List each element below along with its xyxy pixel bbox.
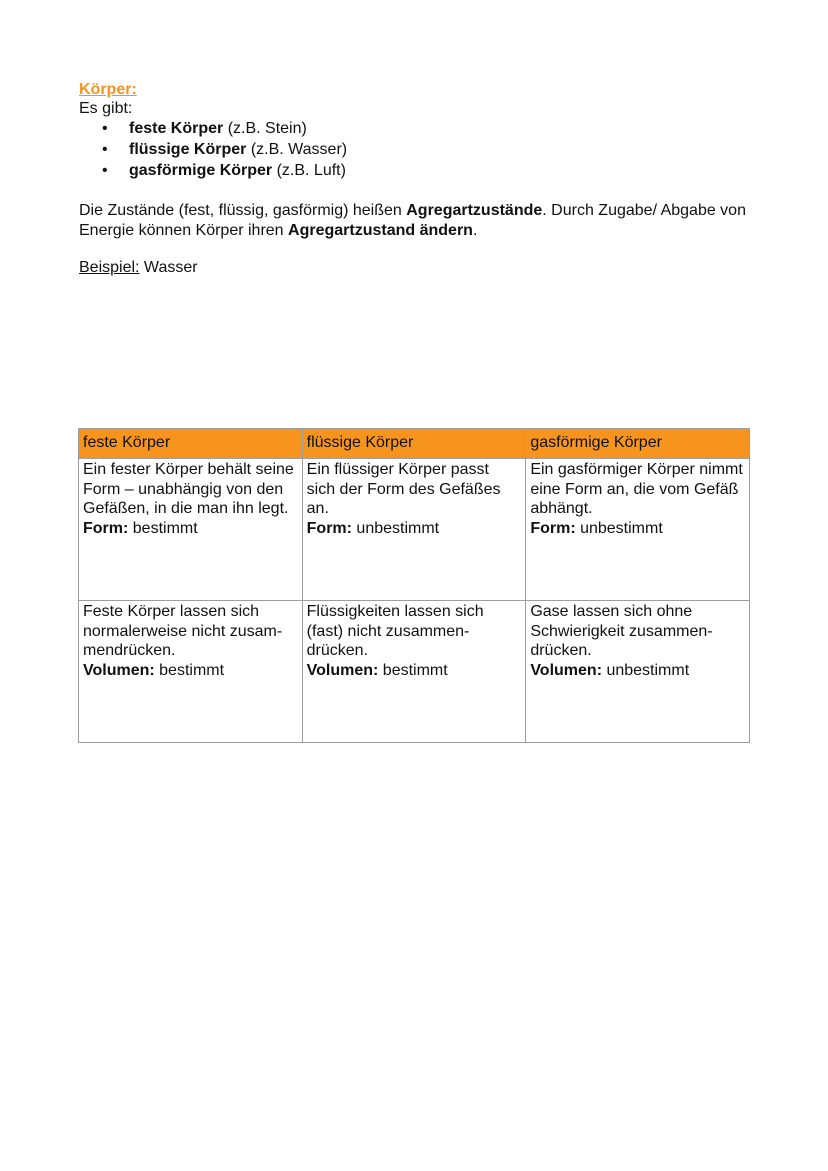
cell-text: Ein gasförmiger Körper nimmt eine Form an, die vom Gefäß abhängt. [530,461,743,517]
paragraph-text: Die Zustände (fest, flüssig, gasförmig) heißen [79,202,407,219]
column-header: feste Körper [79,429,303,459]
cell-value: bestimmt [154,661,225,679]
table-row [79,459,750,601]
kind-example: (z.B. Wasser) [250,141,348,158]
table-row [79,601,750,743]
cell-text: Ein flüssiger Körper passt sich der Form des Gefäßes an. [306,461,501,517]
kinds-list [79,119,347,182]
kind-name: flüssige Körper [129,141,247,158]
table-cell [526,601,750,743]
paragraph-text: . [472,222,478,239]
cell-value: unbestimmt [602,661,690,679]
example-label: Beispiel: [79,259,140,276]
kind-example: (z.B. Stein) [227,120,307,137]
cell-value: bestimmt [378,661,448,679]
cell-value: bestimmt [128,519,198,537]
cell-label: Form: [83,519,129,537]
table-cell [302,601,526,743]
list-item [79,161,347,182]
kind-name: gasförmige Körper [129,162,273,179]
intro-text: Es gibt: [79,100,133,117]
states-paragraph [79,201,759,241]
cell-text: Ein fester Körper behält seine Form – unabhängig von den Gefäßen, in die man ihn legt. [83,461,294,517]
example-value: Wasser [139,259,198,276]
section-heading: Körper: [79,81,137,98]
paragraph-term: Agregartzustand ändern [288,222,473,239]
cell-label: Volumen: [530,661,603,679]
paragraph-text: . Durch Zugabe/ Abgabe von Energie können Körper ihren [79,202,746,239]
cell-label: Form: [306,519,352,537]
cell-text: Feste Körper lassen sich normalerweise nicht zusam-mendrücken. [83,603,283,659]
table-cell [79,601,303,743]
states-table [78,428,750,743]
table-cell [302,459,526,601]
list-item [79,140,347,161]
cell-text: Gase lassen sich ohne Schwierigkeit zusammen-drücken. [530,603,713,659]
cell-label: Volumen: [306,661,379,679]
table-cell [526,459,750,601]
table-header-row [79,429,750,459]
kind-name: feste Körper [129,120,224,137]
cell-value: unbestimmt [575,519,663,537]
cell-value: unbestimmt [351,519,440,537]
column-header: gasförmige Körper [526,429,750,459]
paragraph-term: Agregartzustände [406,202,543,219]
list-item [79,119,347,140]
cell-text: Flüssigkeiten lassen sich (fast) nicht zusammen-drücken. [306,603,484,659]
example-line [79,258,198,278]
table-cell [79,459,303,601]
column-header: flüssige Körper [302,429,526,459]
cell-label: Volumen: [83,661,155,679]
kind-example: (z.B. Luft) [276,162,346,179]
cell-label: Form: [530,519,576,537]
